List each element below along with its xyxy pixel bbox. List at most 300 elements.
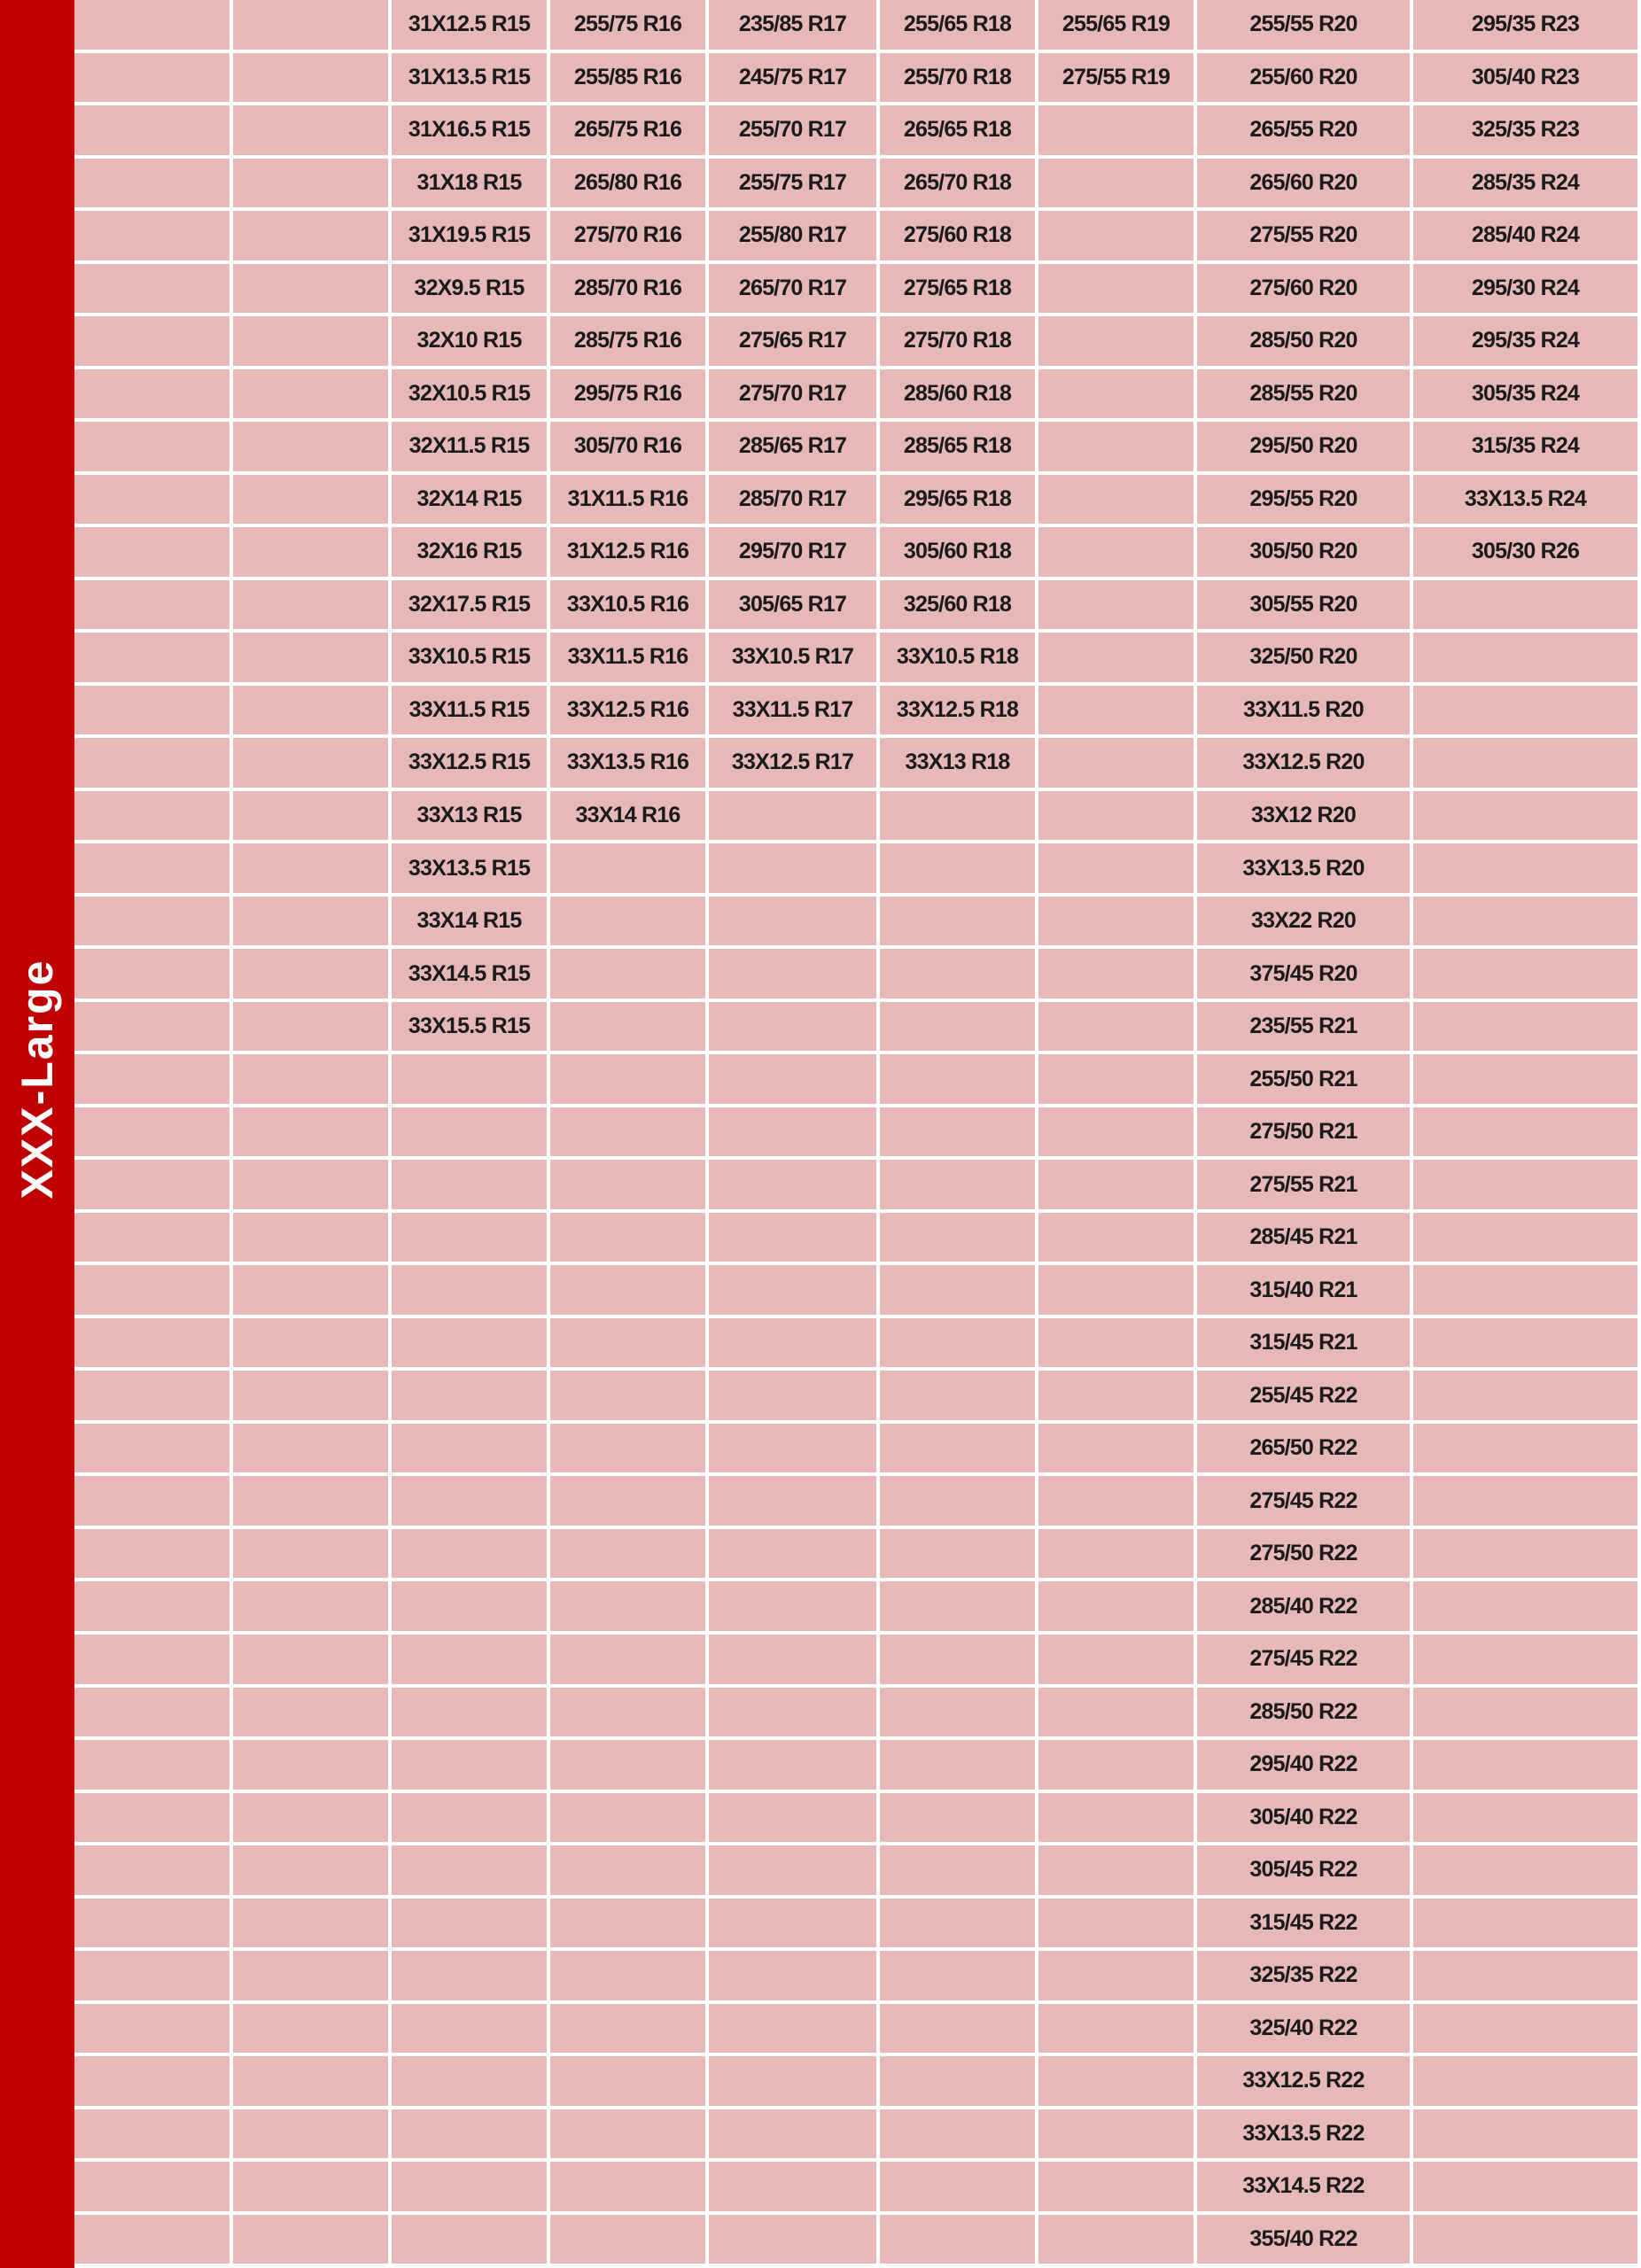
table-cell xyxy=(1413,2004,1637,2054)
table-cell xyxy=(233,0,388,50)
table-cell: 325/40 R22 xyxy=(1197,2004,1410,2054)
table-cell xyxy=(1413,1213,1637,1262)
table-cell: 255/85 R16 xyxy=(550,53,705,103)
table-cell xyxy=(1413,897,1637,946)
table-cell xyxy=(1038,1107,1194,1157)
table-cell xyxy=(550,1793,705,1843)
table-cell: 255/70 R17 xyxy=(709,105,876,155)
table-cell: 255/75 R17 xyxy=(709,159,876,208)
table-cell xyxy=(1413,1793,1637,1843)
table-cell: 295/55 R20 xyxy=(1197,475,1410,524)
table-cell: 275/45 R22 xyxy=(1197,1476,1410,1526)
table-cell xyxy=(392,2162,547,2211)
table-cell xyxy=(74,1581,229,1631)
table-cell xyxy=(1038,316,1194,366)
table-cell xyxy=(550,843,705,893)
table-cell xyxy=(1038,633,1194,682)
table-cell: 285/65 R18 xyxy=(880,422,1035,471)
table-cell xyxy=(709,791,876,841)
table-cell xyxy=(74,1424,229,1473)
table-cell: 315/45 R22 xyxy=(1197,1899,1410,1948)
table-cell xyxy=(233,1951,388,2000)
table-cell: 265/70 R17 xyxy=(709,264,876,314)
table-cell xyxy=(880,2056,1035,2106)
table-cell: 33X13.5 R16 xyxy=(550,738,705,788)
table-cell xyxy=(1038,949,1194,998)
table-cell xyxy=(1413,1476,1637,1526)
table-cell xyxy=(550,1318,705,1368)
table-cell: 275/65 R17 xyxy=(709,316,876,366)
table-cell xyxy=(1038,686,1194,735)
table-cell xyxy=(233,159,388,208)
table-cell xyxy=(1038,105,1194,155)
table-cell xyxy=(74,1845,229,1895)
table-cell xyxy=(550,1635,705,1684)
table-cell xyxy=(709,1899,876,1948)
table-cell xyxy=(1038,1688,1194,1737)
table-cell xyxy=(880,1899,1035,1948)
table-cell xyxy=(233,633,388,682)
table-cell: 305/65 R17 xyxy=(709,580,876,630)
table-cell xyxy=(233,53,388,103)
table-cell xyxy=(233,1529,388,1579)
table-cell xyxy=(1038,2215,1194,2264)
table-cell xyxy=(233,580,388,630)
table-cell xyxy=(880,1740,1035,1790)
table-cell xyxy=(74,1899,229,1948)
table-cell: 295/35 R24 xyxy=(1413,316,1637,366)
table-cell xyxy=(1413,738,1637,788)
table-cell xyxy=(392,1845,547,1895)
table-cell xyxy=(1038,1793,1194,1843)
table-cell xyxy=(1413,1581,1637,1631)
table-cell xyxy=(709,1424,876,1473)
table-cell xyxy=(233,2215,388,2264)
table-cell xyxy=(233,2056,388,2106)
table-cell xyxy=(74,1529,229,1579)
table-cell xyxy=(1413,2215,1637,2264)
table-cell xyxy=(550,1002,705,1052)
table-cell: 33X10.5 R16 xyxy=(550,580,705,630)
table-cell xyxy=(74,633,229,682)
table-cell xyxy=(392,1213,547,1262)
table-cell xyxy=(880,2215,1035,2264)
table-cell xyxy=(709,1054,876,1104)
table-cell: 33X12.5 R18 xyxy=(880,686,1035,735)
table-cell xyxy=(74,369,229,419)
table-cell xyxy=(392,1899,547,1948)
table-cell: 32X9.5 R15 xyxy=(392,264,547,314)
table-cell xyxy=(550,897,705,946)
table-cell xyxy=(74,264,229,314)
table-cell: 31X19.5 R15 xyxy=(392,211,547,260)
table-cell xyxy=(233,897,388,946)
table-cell: 315/35 R24 xyxy=(1413,422,1637,471)
table-cell xyxy=(550,1951,705,2000)
table-cell: 33X11.5 R17 xyxy=(709,686,876,735)
table-cell: 33X13.5 R20 xyxy=(1197,843,1410,893)
table-cell xyxy=(709,1107,876,1157)
tire-size-table xyxy=(74,0,1641,2268)
table-cell xyxy=(1413,2109,1637,2159)
table-cell xyxy=(880,2162,1035,2211)
table-cell xyxy=(233,264,388,314)
table-cell xyxy=(392,2056,547,2106)
table-cell xyxy=(74,2215,229,2264)
table-cell xyxy=(1413,1424,1637,1473)
table-cell xyxy=(550,1213,705,1262)
table-cell: 33X12.5 R17 xyxy=(709,738,876,788)
table-cell xyxy=(74,1476,229,1526)
table-cell xyxy=(1413,1635,1637,1684)
table-cell xyxy=(550,1424,705,1473)
table-cell: 375/45 R20 xyxy=(1197,949,1410,998)
table-cell xyxy=(1413,2056,1637,2106)
table-cell: 265/70 R18 xyxy=(880,159,1035,208)
table-cell xyxy=(709,2162,876,2211)
table-cell xyxy=(1413,580,1637,630)
table-cell: 275/55 R21 xyxy=(1197,1160,1410,1209)
table-cell xyxy=(1038,2004,1194,2054)
table-cell xyxy=(709,1951,876,2000)
table-cell xyxy=(880,1002,1035,1052)
table-cell xyxy=(74,1318,229,1368)
table-cell xyxy=(74,686,229,735)
table-cell: 295/30 R24 xyxy=(1413,264,1637,314)
table-cell: 33X10.5 R17 xyxy=(709,633,876,682)
table-cell: 33X12.5 R16 xyxy=(550,686,705,735)
table-cell: 255/70 R18 xyxy=(880,53,1035,103)
table-cell: 305/70 R16 xyxy=(550,422,705,471)
table-cell: 235/55 R21 xyxy=(1197,1002,1410,1052)
table-cell xyxy=(1038,1740,1194,1790)
table-cell: 275/70 R18 xyxy=(880,316,1035,366)
table-cell xyxy=(1038,1951,1194,2000)
table-cell xyxy=(1413,843,1637,893)
table-cell: 33X10.5 R15 xyxy=(392,633,547,682)
table-cell xyxy=(550,2215,705,2264)
table-cell: 265/65 R18 xyxy=(880,105,1035,155)
table-cell: 33X11.5 R20 xyxy=(1197,686,1410,735)
table-cell xyxy=(1413,1688,1637,1737)
table-cell: 285/45 R21 xyxy=(1197,1213,1410,1262)
table-cell: 295/40 R22 xyxy=(1197,1740,1410,1790)
table-cell: 32X14 R15 xyxy=(392,475,547,524)
table-cell xyxy=(880,1107,1035,1157)
table-cell xyxy=(880,2109,1035,2159)
table-cell xyxy=(709,949,876,998)
table-cell: 285/60 R18 xyxy=(880,369,1035,419)
table-cell: 33X14 R16 xyxy=(550,791,705,841)
table-cell xyxy=(880,791,1035,841)
table-cell xyxy=(1038,264,1194,314)
table-cell: 315/45 R21 xyxy=(1197,1318,1410,1368)
table-cell xyxy=(1413,791,1637,841)
table-cell xyxy=(74,1951,229,2000)
table-cell: 295/70 R17 xyxy=(709,527,876,577)
table-cell xyxy=(1038,422,1194,471)
table-cell: 305/40 R22 xyxy=(1197,1793,1410,1843)
table-cell xyxy=(1038,1371,1194,1420)
table-cell: 31X13.5 R15 xyxy=(392,53,547,103)
table-cell xyxy=(1413,1371,1637,1420)
table-cell xyxy=(1413,633,1637,682)
table-cell xyxy=(233,2109,388,2159)
table-cell xyxy=(1038,1581,1194,1631)
table-cell xyxy=(550,1054,705,1104)
table-cell xyxy=(233,1265,388,1315)
table-cell xyxy=(1413,1160,1637,1209)
table-cell xyxy=(233,316,388,366)
table-cell xyxy=(74,2056,229,2106)
table-cell xyxy=(880,897,1035,946)
table-cell: 275/55 R20 xyxy=(1197,211,1410,260)
table-cell xyxy=(1413,1002,1637,1052)
table-cell xyxy=(233,1424,388,1473)
table-cell xyxy=(392,2004,547,2054)
table-cell xyxy=(709,1529,876,1579)
table-cell xyxy=(1038,211,1194,260)
table-cell xyxy=(709,1581,876,1631)
table-cell: 315/40 R21 xyxy=(1197,1265,1410,1315)
size-category-band xyxy=(0,0,74,2268)
table-cell xyxy=(880,1635,1035,1684)
table-cell xyxy=(1038,1160,1194,1209)
table-cell xyxy=(550,1371,705,1420)
table-cell xyxy=(74,2162,229,2211)
table-cell: 325/60 R18 xyxy=(880,580,1035,630)
table-cell: 265/60 R20 xyxy=(1197,159,1410,208)
table-cell: 32X17.5 R15 xyxy=(392,580,547,630)
table-cell xyxy=(1413,1318,1637,1368)
table-cell xyxy=(392,1107,547,1157)
table-cell xyxy=(880,1371,1035,1420)
table-cell: 33X14 R15 xyxy=(392,897,547,946)
table-cell: 275/45 R22 xyxy=(1197,1635,1410,1684)
table-cell xyxy=(392,1740,547,1790)
table-cell: 295/50 R20 xyxy=(1197,422,1410,471)
table-cell xyxy=(709,2109,876,2159)
table-cell xyxy=(392,1160,547,1209)
table-cell xyxy=(550,1107,705,1157)
table-cell: 285/70 R16 xyxy=(550,264,705,314)
table-cell xyxy=(392,1318,547,1368)
table-cell xyxy=(709,1793,876,1843)
table-cell xyxy=(1038,369,1194,419)
table-cell: 31X11.5 R16 xyxy=(550,475,705,524)
table-cell xyxy=(880,949,1035,998)
table-cell xyxy=(880,1424,1035,1473)
table-cell: 285/65 R17 xyxy=(709,422,876,471)
table-cell: 33X14.5 R22 xyxy=(1197,2162,1410,2211)
table-cell xyxy=(709,2215,876,2264)
table-cell xyxy=(1038,1476,1194,1526)
table-cell: 305/35 R24 xyxy=(1413,369,1637,419)
table-cell xyxy=(1413,1951,1637,2000)
table-cell: 305/60 R18 xyxy=(880,527,1035,577)
table-cell xyxy=(880,1951,1035,2000)
table-cell xyxy=(1038,1002,1194,1052)
table-cell: 275/70 R17 xyxy=(709,369,876,419)
table-cell: 295/35 R23 xyxy=(1413,0,1637,50)
table-cell xyxy=(74,1793,229,1843)
table-cell: 255/80 R17 xyxy=(709,211,876,260)
table-cell xyxy=(74,1265,229,1315)
table-cell: 32X16 R15 xyxy=(392,527,547,577)
table-cell xyxy=(233,1054,388,1104)
table-cell: 33X12 R20 xyxy=(1197,791,1410,841)
table-cell xyxy=(233,1476,388,1526)
table-cell xyxy=(1038,1424,1194,1473)
table-cell xyxy=(709,1635,876,1684)
table-cell xyxy=(550,1740,705,1790)
table-cell: 275/55 R19 xyxy=(1038,53,1194,103)
table-cell xyxy=(880,1318,1035,1368)
table-cell xyxy=(709,1213,876,1262)
table-cell xyxy=(233,475,388,524)
table-cell xyxy=(233,527,388,577)
table-cell xyxy=(1413,686,1637,735)
table-cell xyxy=(233,1899,388,1948)
table-cell xyxy=(880,1529,1035,1579)
table-cell xyxy=(550,1688,705,1737)
table-cell xyxy=(880,1581,1035,1631)
table-cell xyxy=(392,2109,547,2159)
table-cell: 33X11.5 R15 xyxy=(392,686,547,735)
table-cell xyxy=(392,1054,547,1104)
table-cell: 325/50 R20 xyxy=(1197,633,1410,682)
table-cell xyxy=(74,527,229,577)
table-cell: 295/65 R18 xyxy=(880,475,1035,524)
table-cell: 305/40 R23 xyxy=(1413,53,1637,103)
table-cell: 32X11.5 R15 xyxy=(392,422,547,471)
table-cell xyxy=(233,949,388,998)
table-cell xyxy=(74,897,229,946)
table-cell: 255/50 R21 xyxy=(1197,1054,1410,1104)
table-cell xyxy=(1038,1054,1194,1104)
table-cell xyxy=(709,1476,876,1526)
table-cell: 33X22 R20 xyxy=(1197,897,1410,946)
table-cell xyxy=(1038,1845,1194,1895)
table-cell: 305/55 R20 xyxy=(1197,580,1410,630)
table-cell: 255/75 R16 xyxy=(550,0,705,50)
table-cell xyxy=(233,2004,388,2054)
table-cell: 325/35 R23 xyxy=(1413,105,1637,155)
table-cell xyxy=(74,211,229,260)
table-cell xyxy=(392,1476,547,1526)
table-cell xyxy=(392,1688,547,1737)
table-cell: 33X12.5 R22 xyxy=(1197,2056,1410,2106)
table-cell xyxy=(1038,159,1194,208)
table-cell xyxy=(1038,2162,1194,2211)
table-cell: 295/75 R16 xyxy=(550,369,705,419)
table-cell xyxy=(74,1371,229,1420)
table-cell xyxy=(1413,1265,1637,1315)
table-cell xyxy=(74,105,229,155)
table-cell xyxy=(392,1581,547,1631)
table-cell: 305/45 R22 xyxy=(1197,1845,1410,1895)
table-cell: 33X12.5 R20 xyxy=(1197,738,1410,788)
table-cell xyxy=(550,2056,705,2106)
table-cell: 31X12.5 R15 xyxy=(392,0,547,50)
table-cell: 255/60 R20 xyxy=(1197,53,1410,103)
table-cell: 255/55 R20 xyxy=(1197,0,1410,50)
table-cell xyxy=(233,2162,388,2211)
table-cell: 325/35 R22 xyxy=(1197,1951,1410,2000)
table-cell xyxy=(1038,2109,1194,2159)
table-cell: 255/45 R22 xyxy=(1197,1371,1410,1420)
table-cell xyxy=(74,1213,229,1262)
table-cell: 33X13 R18 xyxy=(880,738,1035,788)
table-cell xyxy=(74,316,229,366)
table-cell xyxy=(74,159,229,208)
table-cell: 285/50 R22 xyxy=(1197,1688,1410,1737)
table-cell xyxy=(709,1160,876,1209)
table-cell xyxy=(1413,949,1637,998)
table-cell xyxy=(880,1793,1035,1843)
table-cell xyxy=(74,53,229,103)
table-cell xyxy=(550,2109,705,2159)
table-cell xyxy=(233,1107,388,1157)
table-cell xyxy=(709,1265,876,1315)
table-cell xyxy=(74,1740,229,1790)
table-cell xyxy=(74,2004,229,2054)
table-cell: 255/65 R19 xyxy=(1038,0,1194,50)
table-cell: 275/50 R22 xyxy=(1197,1529,1410,1579)
table-cell: 31X16.5 R15 xyxy=(392,105,547,155)
table-cell xyxy=(880,1688,1035,1737)
table-cell xyxy=(1038,527,1194,577)
table-cell xyxy=(74,0,229,50)
table-cell xyxy=(1038,2056,1194,2106)
table-cell: 265/50 R22 xyxy=(1197,1424,1410,1473)
table-cell xyxy=(550,1899,705,1948)
table-cell: 33X14.5 R15 xyxy=(392,949,547,998)
table-cell xyxy=(1413,1899,1637,1948)
table-cell xyxy=(880,1160,1035,1209)
table-cell xyxy=(709,1002,876,1052)
table-cell xyxy=(1038,897,1194,946)
table-cell: 275/60 R18 xyxy=(880,211,1035,260)
table-cell xyxy=(1038,1213,1194,1262)
table-cell: 285/35 R24 xyxy=(1413,159,1637,208)
table-cell xyxy=(233,211,388,260)
table-cell xyxy=(1038,1529,1194,1579)
table-cell xyxy=(392,1371,547,1420)
table-cell xyxy=(880,1845,1035,1895)
table-cell: 32X10 R15 xyxy=(392,316,547,366)
table-cell xyxy=(233,422,388,471)
table-cell xyxy=(550,949,705,998)
table-cell xyxy=(709,2056,876,2106)
table-cell xyxy=(1038,843,1194,893)
table-cell xyxy=(233,105,388,155)
table-cell xyxy=(709,1740,876,1790)
table-cell: 285/40 R22 xyxy=(1197,1581,1410,1631)
table-cell: 275/50 R21 xyxy=(1197,1107,1410,1157)
table-cell: 255/65 R18 xyxy=(880,0,1035,50)
table-cell xyxy=(1038,1318,1194,1368)
table-cell xyxy=(74,843,229,893)
table-cell xyxy=(550,1581,705,1631)
table-cell xyxy=(1038,1899,1194,1948)
table-cell: 31X12.5 R16 xyxy=(550,527,705,577)
table-cell: 33X13.5 R24 xyxy=(1413,475,1637,524)
table-cell xyxy=(233,1845,388,1895)
table-cell: 235/85 R17 xyxy=(709,0,876,50)
table-cell xyxy=(880,1054,1035,1104)
table-cell xyxy=(233,1371,388,1420)
